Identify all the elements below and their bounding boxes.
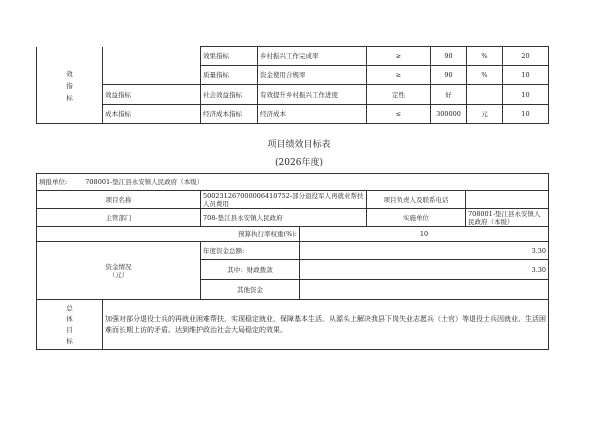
indicator-operator: ≥ [367,47,431,66]
project-name-value: 500231267000006410752-部分退役军人再就业帮扶人员费用 [201,191,367,209]
indicator-value: 300000 [431,105,467,124]
indicator-level2: 成本指标 [103,105,201,124]
page-year: (2026年度) [275,158,323,168]
overall-goal-text: 加强对部分退役士兵的再就业困难帮扶，实现稳定就业，保障基本生活。从源头上解决我县下岗失业志愿兵（士官）等退役士兵因就业、生活困难而长期上访的矛盾。达到维护政治社会大局稳定的效果。 [103,300,549,350]
fiscal-funds-value: 3.30 [300,260,549,280]
other-funds-label: 其他资金 [201,280,300,300]
indicator-score: 10 [503,105,549,124]
indicator-operator: ≥ [367,66,431,85]
indicator-level3: 效果指标 [201,47,258,66]
funds-label [37,242,201,300]
project-info-table [36,173,549,350]
page-title: 项目绩效目标表 [267,140,331,150]
top-indicator-table [36,46,549,124]
indicator-level2: 效益指标 [103,85,201,105]
fill-unit-row [37,174,549,191]
dept-label: 主管部门 [37,209,201,227]
indicator-level3: 社会效益指标 [201,85,258,105]
overall-goal-label-text: 总 体 目 标 [66,303,73,345]
indicator-name: 有效提升乡村振兴工作进度 [258,85,367,105]
overall-goal-label [37,300,103,350]
indicator-score: 10 [503,85,549,105]
annual-funds-label: 年度资金总额: [201,242,300,260]
fill-unit-label: 填报单位: [39,178,68,186]
indicator-value: 90 [431,66,467,85]
indicator-name: 资金使用合规率 [258,66,367,85]
fiscal-funds-label: 其中：财政拨款 [201,260,300,280]
indicator-score: 20 [503,47,549,66]
indicator-unit: % [467,66,503,85]
annual-funds-value: 3.30 [300,242,549,260]
indicator-name: 乡村振兴工作完成率 [258,47,367,66]
indicator-value: 好 [431,85,467,105]
weight-value: 10 [300,227,549,242]
indicator-category-cell [37,47,103,124]
indicator-level3: 质量指标 [201,66,258,85]
fill-unit-value: 708001-垫江县永安镇人民政府（本级） [85,178,204,186]
indicator-unit [467,85,503,105]
dept-value: 708-垫江县永安镇人民政府 [201,209,367,227]
indicator-value: 90 [431,47,467,66]
indicator-score: 10 [503,66,549,85]
indicator-name: 经济成本 [258,105,367,124]
other-funds-value [300,280,549,300]
indicator-level3: 经济成本指标 [201,105,258,124]
weight-label: 预算执行率权重(%): [37,227,300,242]
leader-label: 项目负责人及联系电话 [367,191,466,209]
project-name-label: 项目名称 [37,191,201,209]
exec-unit-label: 实施单位 [367,209,466,227]
indicator-category-label: 效 指 标 [66,69,73,102]
funds-label-text: 资金情况 （元） [105,262,132,279]
indicator-unit: 元 [467,105,503,124]
indicator-unit: % [467,47,503,66]
leader-value [466,191,549,209]
indicator-operator: 定性 [367,85,431,105]
indicator-level2-cell [103,47,201,85]
indicator-operator: ≤ [367,105,431,124]
exec-unit-value: 708001-垫江县永安镇人民政府（本级） [466,209,549,227]
